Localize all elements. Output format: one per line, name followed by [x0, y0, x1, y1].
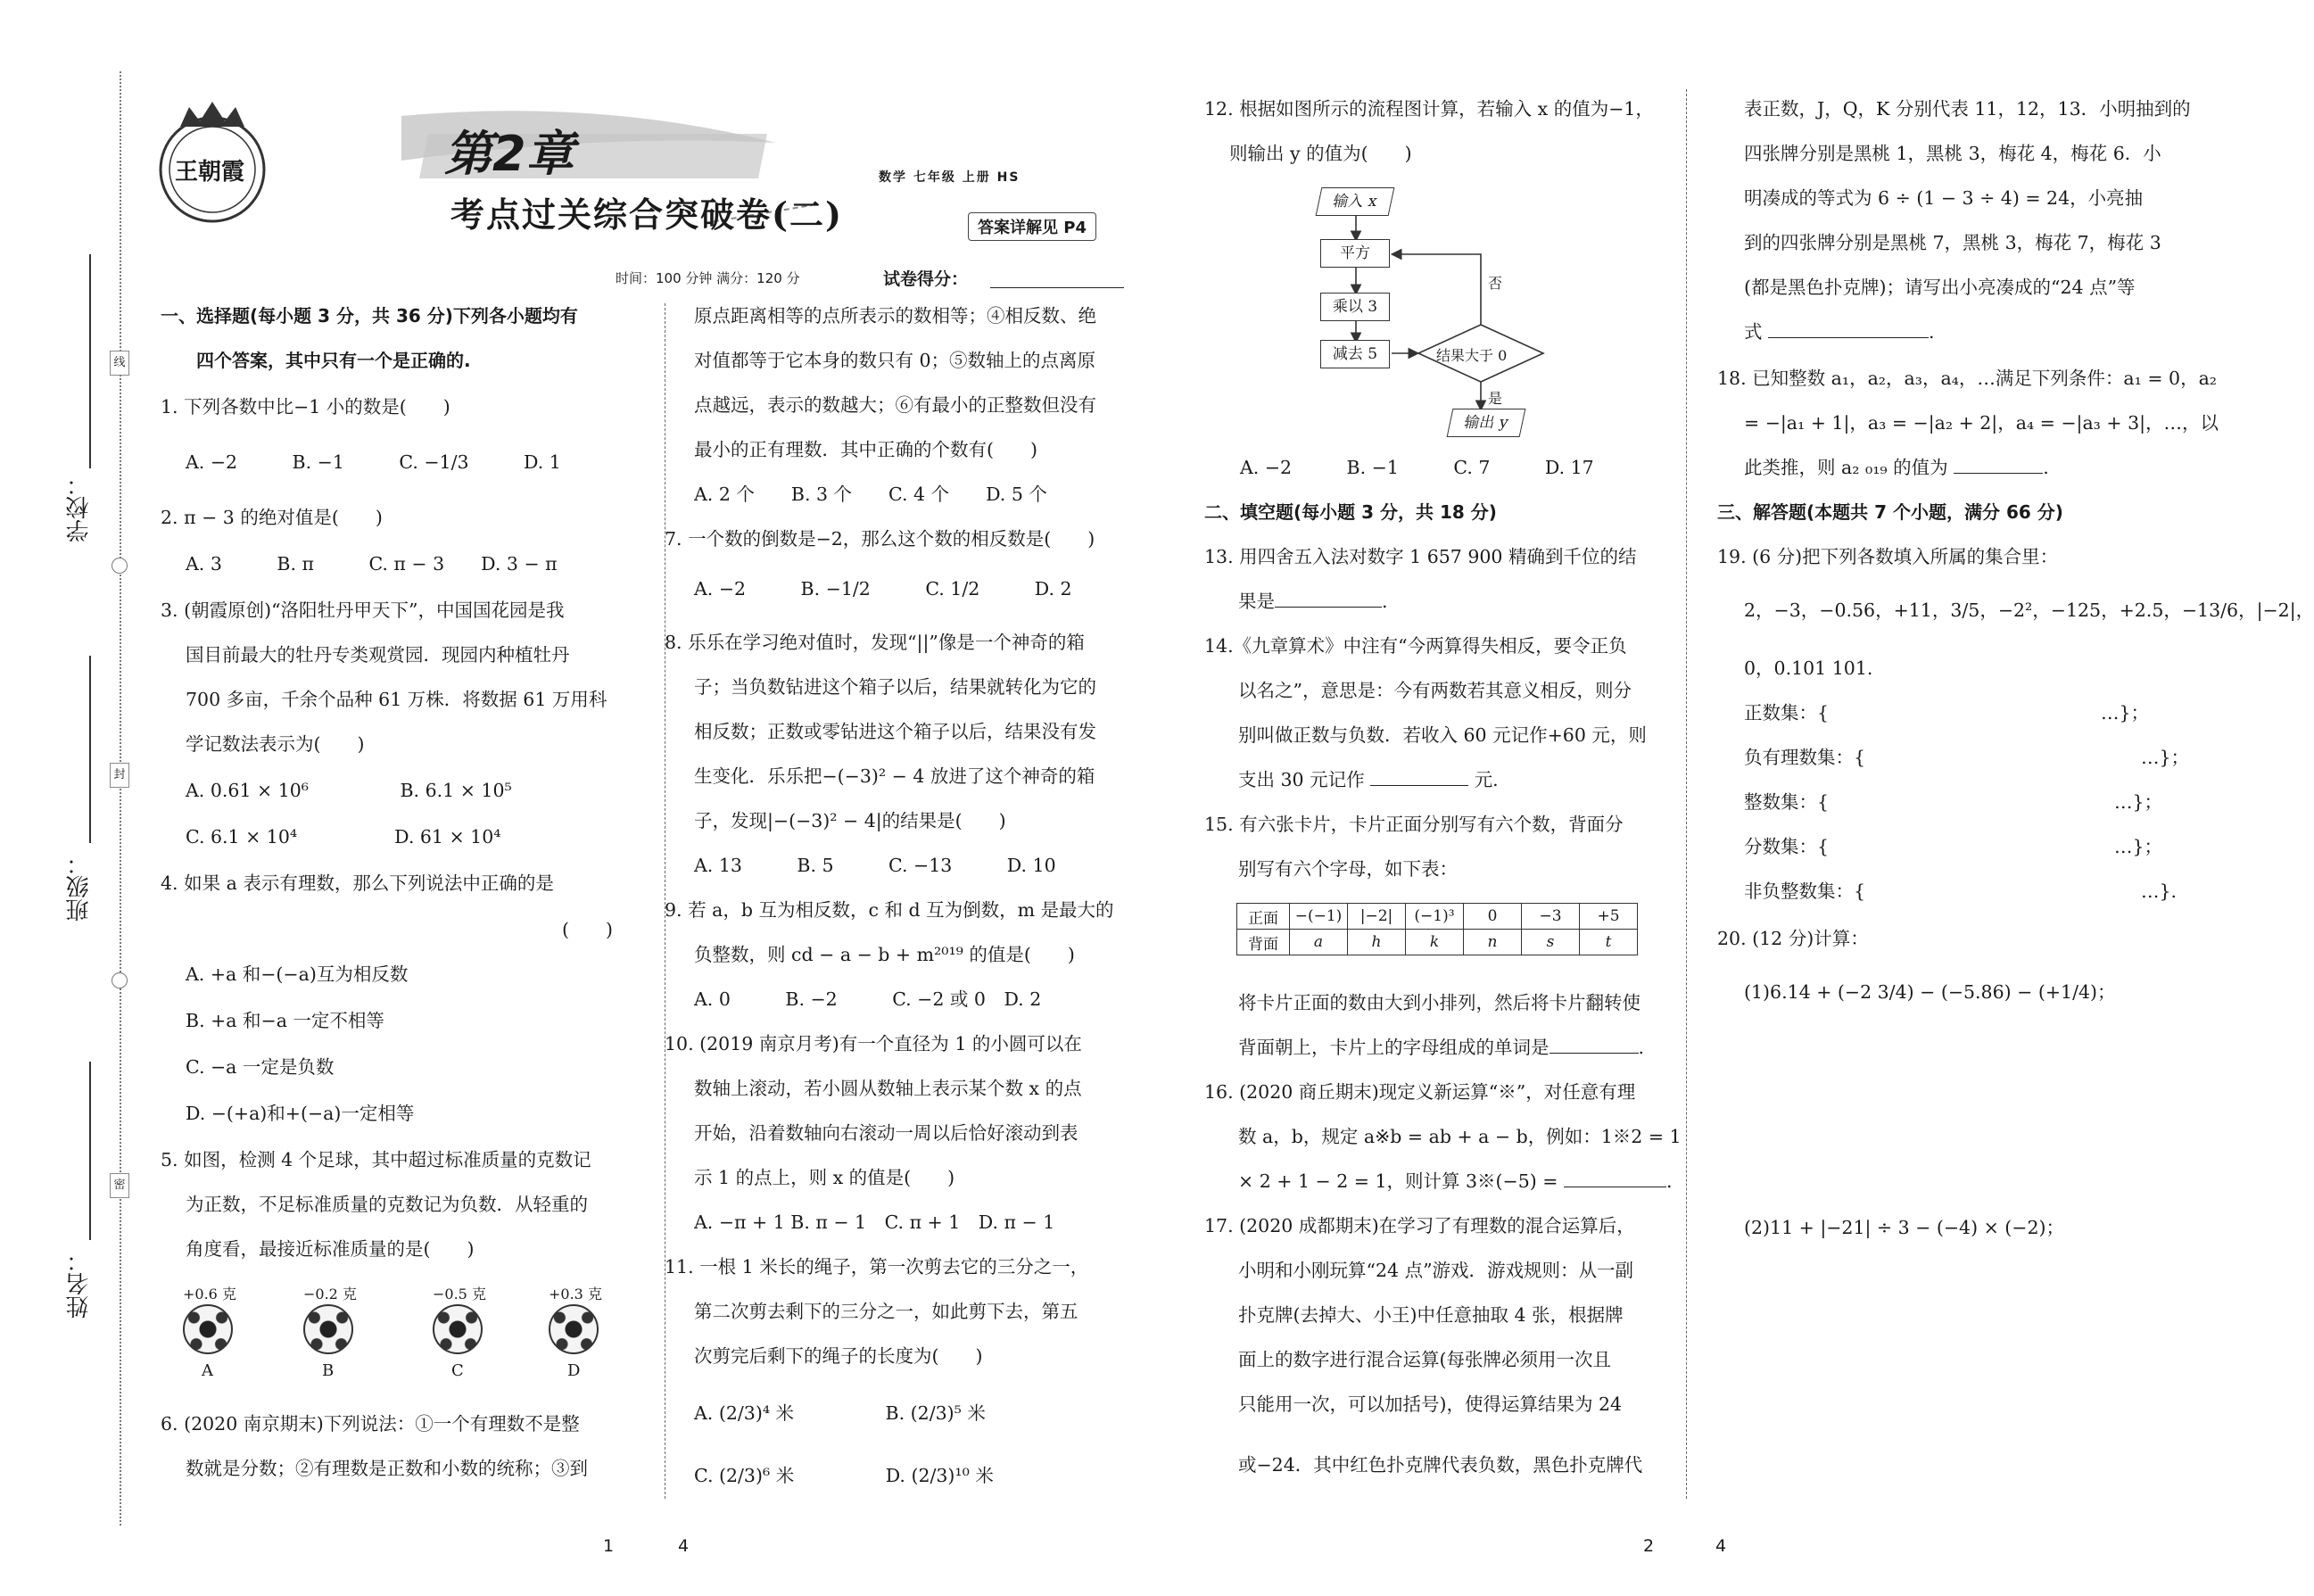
question-20-part1: (1)6.14 + (−2 3/4) − (−5.86) − (+1/4)；	[1744, 981, 2116, 1003]
question-15-line3: 将卡片正面的数由大到小排列，然后将卡片翻转使	[1238, 992, 1640, 1013]
question-12-line2: 则输出 y 的值为( )	[1229, 143, 1412, 164]
question-13-text: 果是	[1238, 591, 1275, 612]
score-blank[interactable]	[990, 287, 1124, 288]
card-table	[1236, 903, 1638, 955]
question-17-line5: 只能用一次，可以加括号)，使得运算结果为 24	[1238, 1393, 1623, 1415]
question-1: 1. 下列各数中比−1 小的数是( )	[161, 396, 450, 418]
seal-mark-line: 线	[110, 351, 129, 376]
question-17-line2: 小明和小刚玩算“24 点”游戏．游戏规则：从一副	[1238, 1260, 1634, 1281]
column-divider	[1686, 89, 1687, 1499]
flow-no-label: 否	[1488, 275, 1503, 292]
table-row	[1237, 930, 1638, 955]
question-10-options: A. −π + 1 B. π − 1 C. π + 1 D. π − 1	[694, 1211, 1055, 1233]
question-18-line3: 此类推，则 a₂ ₀₁₉ 的值为 .	[1744, 457, 2049, 478]
page-title: 考点过关综合突破卷(二)	[450, 194, 843, 235]
question-17-line1: 17. (2020 成都期末)在学习了有理数的混合运算后，	[1204, 1215, 1635, 1236]
table-cell: n	[1464, 930, 1522, 955]
question-4-line1: 4. 如果 a 表示有理数，那么下列说法中正确的是	[161, 872, 554, 894]
question-11-line1: 11. 一根 1 米长的绳子，第一次剪去它的三分之一，	[665, 1256, 1089, 1278]
question-10-line4: 示 1 的点上，则 x 的值是( )	[694, 1167, 955, 1188]
set-negative-rational-end: …}；	[2141, 747, 2190, 768]
question-17-line6: 或−24．其中红色扑克牌代表负数，黑色扑克牌代	[1238, 1454, 1643, 1476]
answer-reference: 答案详解见 P4	[968, 212, 1096, 241]
question-8-line1: 8. 乐乐在学习绝对值时，发现“||”像是一个神奇的箱	[665, 632, 1085, 653]
score-label: 试卷得分：	[883, 269, 969, 289]
set-positive-label: 正数集：{	[1744, 702, 1830, 724]
question-17-line11: (都是黑色扑克牌)；请写出小亮凑成的“24 点”等	[1744, 277, 2136, 298]
question-16-text: × 2 + 1 − 2 = 1，则计算 3※(−5) =	[1238, 1170, 1558, 1192]
name-label: 姓名：	[66, 1249, 93, 1319]
table-cell: h	[1348, 930, 1406, 955]
question-5-line1: 5. 如图，检测 4 个足球，其中超过标准质量的克数记	[161, 1149, 591, 1170]
school-underline	[89, 254, 91, 468]
question-16-line1: 16. (2020 商丘期末)现定义新运算“※”，对任意有理	[1204, 1081, 1636, 1103]
flow-condition: 结果大于 0	[1436, 347, 1508, 364]
question-16-line3: × 2 + 1 − 2 = 1，则计算 3※(−5) = .	[1238, 1170, 1673, 1192]
question-14-line1: 14.《九章算术》中注有“今两算得失相反，要令正负	[1204, 635, 1627, 657]
question-1-options: A. −2 B. −1 C. −1/3 D. 1	[186, 451, 561, 473]
question-2: 2. π − 3 的绝对值是( )	[161, 507, 383, 528]
question-15-line1: 15. 有六张卡片，卡片正面分别写有六个数，背面分	[1204, 814, 1624, 835]
question-8-line5: 子，发现|−(−3)² − 4|的结果是( )	[694, 810, 1006, 831]
page-number-left-b: 4	[678, 1536, 690, 1556]
question-4-option-a: A. +a 和−(−a)互为相反数	[186, 963, 409, 985]
table-cell: 0	[1464, 904, 1522, 930]
flow-multiply-3: 乘以 3	[1320, 293, 1390, 321]
question-17-line8: 四张牌分别是黑桃 1，黑桃 3，梅花 4，梅花 6．小	[1744, 143, 2161, 164]
question-15-line4: 背面朝上，卡片上的字母组成的单词是 .	[1238, 1037, 1645, 1058]
question-11-line3: 次剪完后剩下的绳子的长度为( )	[694, 1345, 983, 1367]
question-3-options-cd: C. 6.1 × 10⁴ D. 61 × 10⁴	[186, 826, 501, 848]
ball-b-weight: −0.2 克	[303, 1286, 357, 1302]
table-cell: a	[1290, 930, 1348, 955]
binding-hole-icon	[112, 972, 128, 988]
question-6-line1: 6. (2020 南京期末)下列说法：①一个有理数不是整	[161, 1413, 580, 1435]
table-cell: −3	[1522, 904, 1580, 930]
seal-mark-secret: 密	[110, 1173, 129, 1198]
question-18-line1: 18. 已知整数 a₁，a₂，a₃，a₄，…满足下列条件：a₁ = 0，a₂	[1717, 368, 2218, 389]
school-label: 学校：	[66, 473, 93, 542]
table-cell: 正面	[1237, 904, 1290, 930]
flow-input: 输入 x	[1316, 187, 1395, 216]
set-negative-rational-label: 负有理数集：{	[1744, 747, 1866, 768]
section-choice-note: 四个答案，其中只有一个是正确的.	[196, 350, 471, 371]
question-15-line2: 别写有六个字母，如下表：	[1238, 858, 1458, 880]
table-cell: s	[1522, 930, 1580, 955]
time-score: 时间：100 分钟 满分：120 分	[616, 270, 800, 286]
question-15-blank[interactable]	[1550, 1053, 1639, 1054]
question-3-line4: 学记数法表示为( )	[186, 733, 365, 755]
flow-output: 输出 y	[1447, 409, 1526, 437]
table-cell: +5	[1580, 904, 1638, 930]
ball-c-weight: −0.5 克	[433, 1286, 486, 1302]
question-3-line3: 700 多亩，千余个品种 61 万株．将数据 61 万用科	[186, 689, 607, 710]
name-underline	[89, 1062, 91, 1240]
flow-square: 平方	[1320, 239, 1390, 268]
question-17-line7: 表正数，J，Q，K 分别代表 11，12，13．小明抽到的	[1744, 98, 2191, 120]
question-17-line4: 面上的数字进行混合运算(每张牌必须用一次且	[1238, 1349, 1611, 1370]
football-icon	[549, 1304, 599, 1354]
grade-label: 班级：	[66, 852, 93, 922]
question-10-line2: 数轴上滚动，若小圆从数轴上表示某个数 x 的点	[694, 1078, 1082, 1099]
question-2-options: A. 3 B. π C. π − 3 D. 3 − π	[186, 553, 558, 575]
question-17-line9: 明凑成的等式为 6 ÷ (1 − 3 ÷ 4) = 24，小亮抽	[1744, 187, 2144, 209]
question-9-line2: 负整数，则 cd − a − b + m²⁰¹⁹ 的值是( )	[694, 944, 1075, 965]
question-6-line6: 最小的正有理数．其中正确的个数有( )	[694, 439, 1037, 460]
football-icon	[433, 1304, 483, 1354]
question-6-line3: 原点距离相等的点所表示的数相等；④相反数、绝	[694, 305, 1096, 327]
question-10-line1: 10. (2019 南京月考)有一个直径为 1 的小圆可以在	[665, 1033, 1082, 1054]
football-icon	[303, 1304, 353, 1354]
question-3-line2: 国目前最大的牡丹专类观赏园．现园内种植牡丹	[186, 644, 570, 666]
question-14-line2: 以名之”，意思是：今有两数若其意义相反，则分	[1238, 680, 1632, 701]
set-integer-end: …}；	[2114, 791, 2163, 813]
ball-d-weight: +0.3 克	[549, 1286, 602, 1302]
question-11-options-ab: A. (2/3)⁴ 米 B. (2/3)⁵ 米	[694, 1402, 986, 1424]
question-10-line3: 开始，沿着数轴向右滚动一周以后恰好滚动到表	[694, 1122, 1078, 1144]
table-cell: 背面	[1237, 930, 1290, 955]
question-8-line2: 子；当负数钻进这个箱子以后，结果就转化为它的	[694, 676, 1096, 698]
ball-c-label: C	[451, 1361, 464, 1380]
question-8-line4: 生变化．乐乐把−(−3)² − 4 放进了这个神奇的箱	[694, 765, 1095, 787]
question-11-line2: 第二次剪去剩下的三分之一，如此剪下去，第五	[694, 1301, 1078, 1322]
page-number-right-a: 2	[1643, 1536, 1655, 1556]
question-13-line1: 13. 用四舍五入法对数字 1 657 900 精确到千位的结	[1204, 546, 1637, 567]
question-13-line2: 果是 .	[1238, 591, 1388, 612]
question-12-options: A. −2 B. −1 C. 7 D. 17	[1240, 457, 1594, 478]
table-cell: t	[1580, 930, 1638, 955]
set-fraction-end: …}；	[2114, 836, 2163, 857]
question-15-text: 背面朝上，卡片上的字母组成的单词是	[1238, 1037, 1550, 1058]
question-7: 7. 一个数的倒数是−2，那么这个数的相反数是( )	[665, 528, 1095, 550]
question-19-line2: 2，−3，−0.56，+11，3/5，−2²，−125，+2.5，−13/6，|−2|，	[1744, 600, 2314, 621]
question-6-line4: 对值都等于它本身的数只有 0；⑤数轴上的点离原	[694, 350, 1096, 371]
question-19-line3: 0，0.101 101.	[1744, 657, 1873, 679]
question-9-line1: 9. 若 a，b 互为相反数，c 和 d 互为倒数，m 是最大的	[665, 899, 1114, 921]
grade-underline	[89, 656, 91, 843]
question-6-line5: 点越远，表示的数越大；⑥有最小的正整数但没有	[694, 394, 1096, 416]
question-8-line3: 相反数；正数或零钻进这个箱子以后，结果没有发	[694, 721, 1096, 742]
question-3-options-ab: A. 0.61 × 10⁶ B. 6.1 × 10⁵	[186, 780, 512, 801]
binding-hole-icon	[112, 558, 128, 574]
question-14-text: 支出 30 元记作	[1238, 769, 1365, 790]
page-number-left-a: 1	[603, 1536, 615, 1556]
chapter-title: 第2章	[444, 126, 574, 182]
section-solve-title: 三、解答题(本题共 7 个小题，满分 66 分)	[1717, 501, 2063, 523]
section-fill-title: 二、填空题(每小题 3 分，共 18 分)	[1204, 501, 1497, 523]
question-5-line2: 为正数，不足标准质量的克数记为负数．从轻重的	[186, 1194, 588, 1215]
question-17-line10: 到的四张牌分别是黑桃 7，黑桃 3，梅花 7，梅花 3	[1744, 232, 2161, 253]
question-4-option-c: C. −a 一定是负数	[186, 1056, 335, 1078]
question-14-unit: 元.	[1474, 769, 1499, 790]
question-4-option-d: D. −(+a)和+(−a)一定相等	[186, 1103, 415, 1124]
table-cell: (−1)³	[1406, 904, 1464, 930]
question-8-options: A. 13 B. 5 C. −13 D. 10	[694, 855, 1056, 876]
table-cell: |−2|	[1348, 904, 1406, 930]
subject-meta: 数学 七年级 上册 HS	[879, 170, 1021, 185]
seal-mark-seal: 封	[110, 763, 129, 788]
binding-dotted-line	[120, 71, 121, 1526]
flow-subtract-5: 减去 5	[1320, 340, 1390, 368]
question-18-line2: = −|a₁ + 1|，a₃ = −|a₂ + 2|，a₄ = −|a₃ + 3|，…，以	[1744, 412, 2219, 434]
question-4-line2: ( )	[562, 919, 613, 940]
question-5-line3: 角度看，最接近标准质量的是( )	[186, 1238, 475, 1260]
question-19-line1: 19. (6 分)把下列各数填入所属的集合里：	[1717, 546, 2059, 567]
question-6-options: A. 2 个 B. 3 个 C. 4 个 D. 5 个	[694, 484, 1047, 505]
question-3-line1: 3. (朝霞原创)“洛阳牡丹甲天下”，中国国花园是我	[161, 600, 565, 621]
question-17-blank[interactable]	[1768, 337, 1929, 338]
question-20-line1: 20. (12 分)计算：	[1717, 928, 1869, 949]
table-cell: k	[1406, 930, 1464, 955]
ball-b-label: B	[322, 1361, 335, 1380]
set-fraction-label: 分数集：{	[1744, 836, 1830, 857]
question-13-blank[interactable]	[1275, 607, 1382, 608]
question-18-text: 此类推，则 a₂ ₀₁₉ 的值为	[1744, 457, 1948, 478]
page-number-right-b: 4	[1715, 1536, 1727, 1556]
question-6-line2: 数就是分数；②有理数是正数和小数的统称；③到	[186, 1458, 588, 1479]
football-icon	[183, 1304, 233, 1354]
set-nonnegative-integer-label: 非负整数集：{	[1744, 881, 1866, 902]
section-choice-title: 一、选择题(每小题 3 分，共 36 分)下列各小题均有	[161, 305, 578, 327]
question-9-options: A. 0 B. −2 C. −2 或 0 D. 2	[694, 988, 1042, 1010]
question-12-line1: 12. 根据如图所示的流程图计算，若输入 x 的值为−1，	[1204, 98, 1654, 120]
ball-a-weight: +0.6 克	[183, 1286, 236, 1302]
ball-a-label: A	[202, 1361, 213, 1380]
question-18-blank[interactable]	[1954, 473, 2043, 474]
question-14-line4	[1238, 769, 1499, 790]
set-integer-label: 整数集：{	[1744, 791, 1830, 813]
question-4-option-b: B. +a 和−a 一定不相等	[186, 1010, 384, 1031]
table-cell: −(−1)	[1290, 904, 1348, 930]
question-14-blank[interactable]	[1370, 785, 1468, 786]
question-20-part2: (2)11 + |−21| ÷ 3 − (−4) × (−2)；	[1744, 1217, 2065, 1238]
set-positive-end: …}；	[2101, 702, 2150, 724]
question-14-line3: 别叫做正数与负数．若收入 60 元记作+60 元，则	[1238, 724, 1647, 746]
question-17-line12: 式 .	[1744, 321, 1935, 343]
question-17-text: 式	[1744, 321, 1763, 343]
question-17-line3: 扑克牌(去掉大、小王)中任意抽取 4 张，根据牌	[1238, 1304, 1624, 1326]
flow-yes-label: 是	[1488, 390, 1503, 407]
table-row	[1237, 904, 1638, 930]
set-nonnegative-integer-end: …}.	[2141, 881, 2178, 902]
logo-text: 王朝霞	[175, 159, 245, 186]
question-16-line2: 数 a，b，规定 a※b = ab + a − b，例如：1※2 = 1	[1238, 1126, 1682, 1147]
question-7-options: A. −2 B. −1/2 C. 1/2 D. 2	[694, 578, 1072, 600]
ball-d-label: D	[567, 1361, 581, 1380]
question-11-options-cd: C. (2/3)⁶ 米 D. (2/3)¹⁰ 米	[694, 1465, 994, 1486]
